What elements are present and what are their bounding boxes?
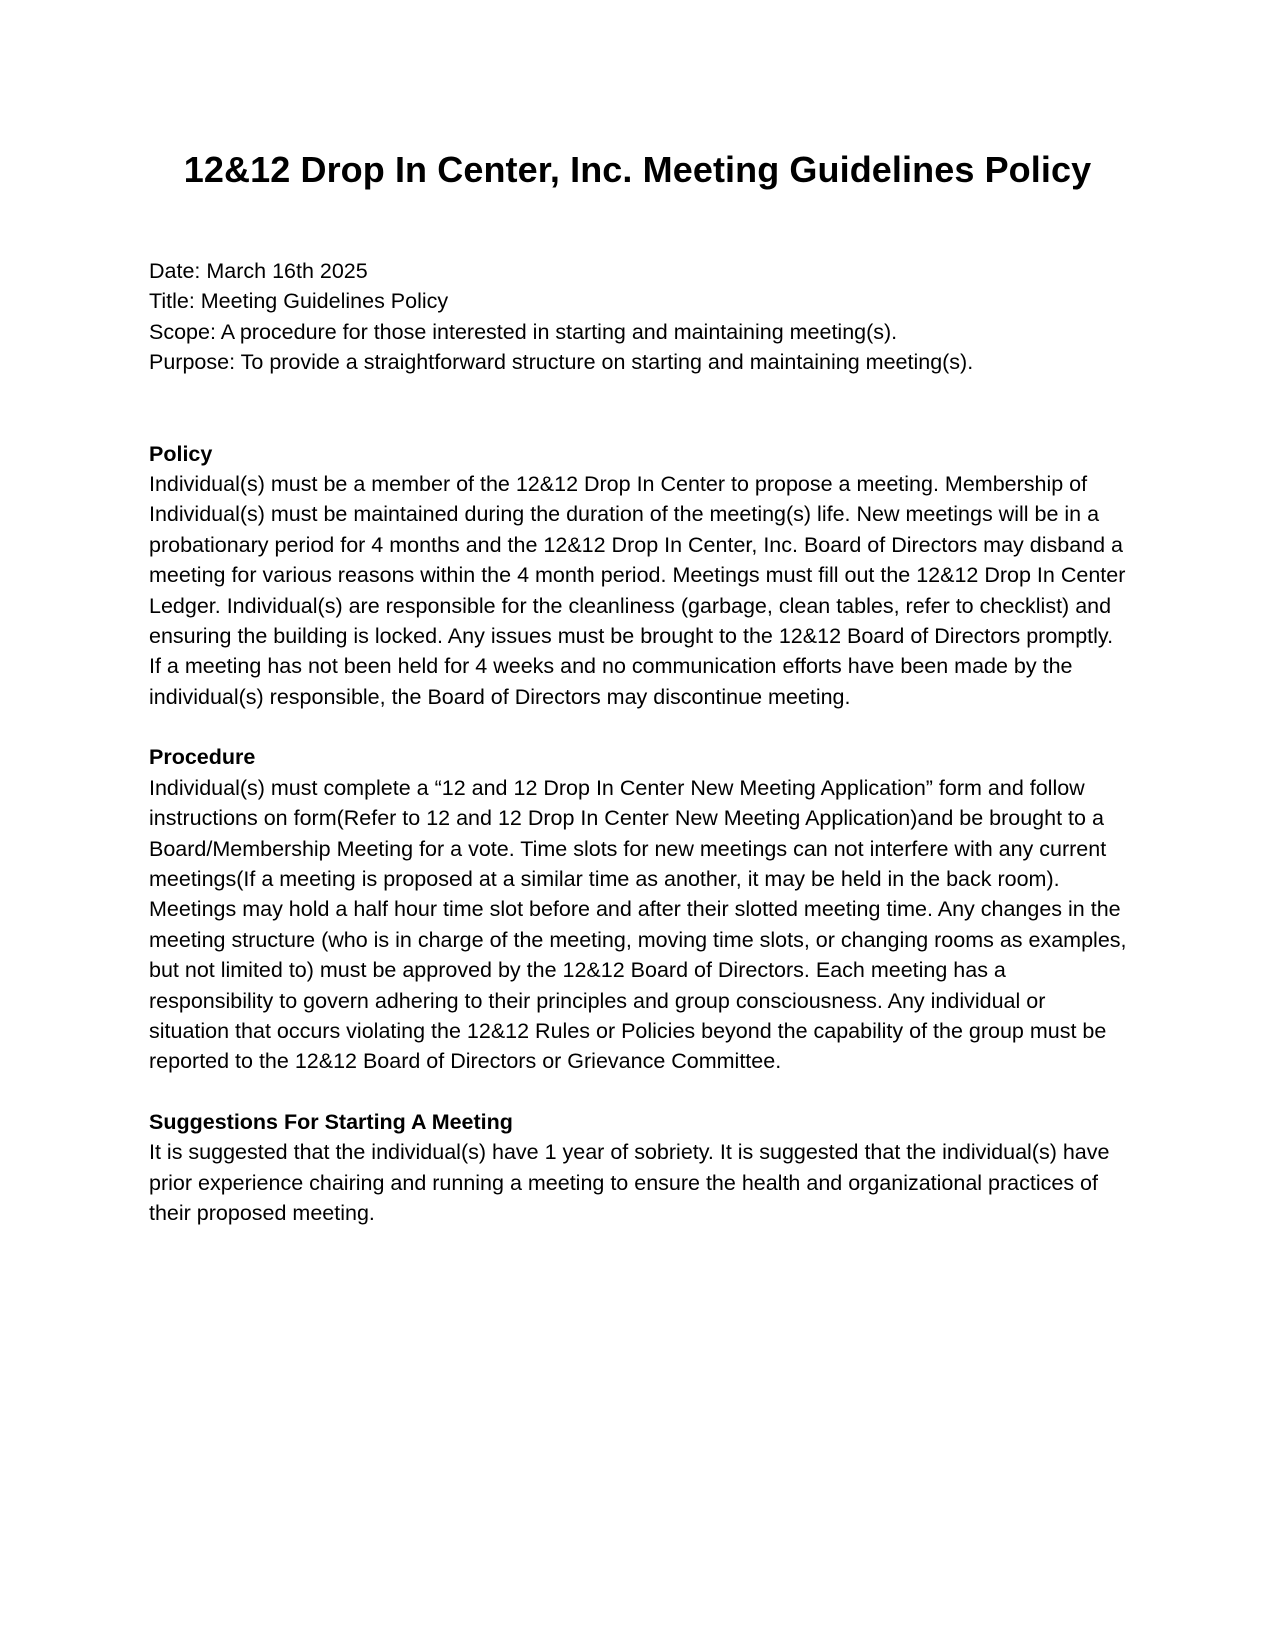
suggestions-section [149, 1107, 1129, 1229]
suggestions-body: It is suggested that the individual(s) have 1 year of sobriety. It is suggested that the individual(s) have prior experience chairing and running a meeting to ensure the health and organizational practices of their proposed meeting. [149, 1140, 1110, 1225]
procedure-heading: Procedure [149, 745, 256, 770]
document-content [149, 256, 1129, 1228]
meta-block [149, 256, 1129, 378]
document-title: 12&12 Drop In Center, Inc. Meeting Guidelines Policy [183, 149, 1092, 190]
procedure-section [149, 742, 1129, 1076]
policy-section [149, 439, 1129, 713]
procedure-body: Individual(s) must complete a “12 and 12 Drop In Center New Meeting Application” form and follow instructions on form(Refer to 12 and 12 Drop In Center New Meeting Application)and be brought to a Board/Membership Meeting for a vote. Time slots for new meetings can not interfere with any current meetings(If a meeting is proposed at a similar time as another, it may be held in the back room). Meetings may hold a half hour time slot before and after their slotted meeting time. Any changes in the meeting structure (who is in charge of the meeting, moving time slots, or changing rooms as examples, but not limited to) must be approved by the 12&12 Board of Directors. Each meeting has a responsibility to govern adhering to their principles and group consciousness. Any individual or situation that occurs violating the 12&12 Rules or Policies beyond the capability of the group must be reported to the 12&12 Board of Directors or Grievance Committee. [149, 775, 1127, 1074]
suggestions-heading: Suggestions For Starting A Meeting [149, 1109, 513, 1134]
meta-purpose: Purpose: To provide a straightforward structure on starting and maintaining meeting(s). [149, 350, 974, 375]
meta-title: Title: Meeting Guidelines Policy [149, 289, 449, 314]
meta-scope: Scope: A procedure for those interested in starting and maintaining meeting(s). [149, 319, 898, 344]
policy-body: Individual(s) must be a member of the 12&12 Drop In Center to propose a meeting. Membership of Individual(s) must be maintained during the duration of the meeting(s) life. New meetings will be in a probationary period for 4 months and the 12&12 Drop In Center, Inc. Board of Directors may disband a meeting for various reasons within the 4 month period. Meetings must fill out the 12&12 Drop In Center Ledger. Individual(s) are responsible for the cleanliness (garbage, clean tables, refer to checklist) and ensuring the building is locked. Any issues must be brought to the 12&12 Board of Directors promptly. If a meeting has not been held for 4 weeks and no communication efforts have been made by the individual(s) responsible, the Board of Directors may discontinue meeting. [149, 472, 1126, 709]
meta-date: Date: March 16th 2025 [149, 259, 368, 283]
policy-heading: Policy [149, 441, 213, 466]
